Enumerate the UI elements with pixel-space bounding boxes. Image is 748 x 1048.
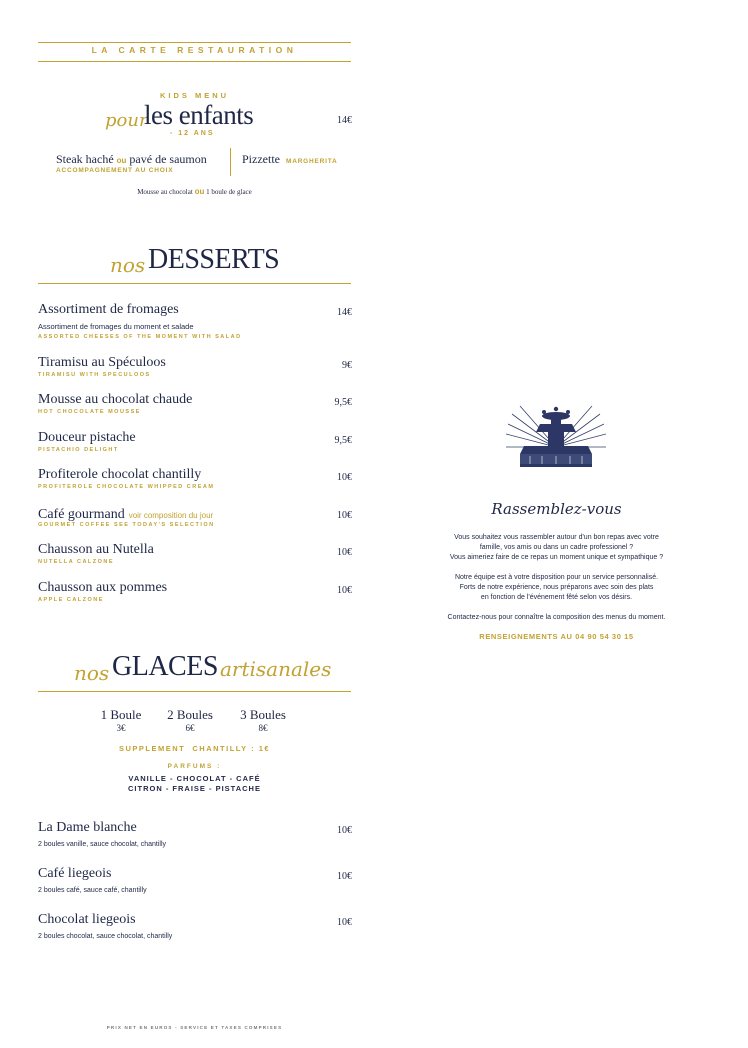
rassemblez-line: Vous souhaitez vous rassembler autour d'un bon repas avec votre xyxy=(454,534,659,541)
dessert-name: Profiterole chocolat chantilly xyxy=(38,467,202,482)
glaces-script-right: artisanales xyxy=(220,657,332,681)
glaces-script-left: nos xyxy=(74,661,110,685)
dessert-price: 9,5€ xyxy=(334,397,352,408)
dessert-english: ASSORTED CHEESES OF THE MOMENT WITH SALAD xyxy=(38,334,242,340)
glace-price: 10€ xyxy=(337,825,352,836)
dessert-english: PROFITEROLE CHOCOLATE WHIPPED CREAM xyxy=(38,484,215,490)
size-price: 8€ xyxy=(258,723,268,733)
rassemblez-title: Rassemblez-vous xyxy=(491,500,622,518)
dessert-desc: Assortiment de fromages du moment et salade xyxy=(38,322,194,331)
dessert-name: Chausson aux pommes xyxy=(38,580,168,595)
glaces-rule xyxy=(38,691,351,692)
glace-name: La Dame blanche xyxy=(38,820,137,835)
dessert-note: voir composition du jour xyxy=(128,511,214,520)
dessert-price: 14€ xyxy=(337,307,352,318)
glace-name: Chocolat liegeois xyxy=(38,912,136,927)
parfums-line-2: CITRON - FRAISE - PISTACHE xyxy=(128,784,261,793)
size-one xyxy=(86,707,156,733)
ou-connector: ou xyxy=(194,187,205,196)
supplement-chantilly: SUPPLEMENT CHANTILLY : 1€ xyxy=(118,744,271,753)
ou-connector: ou xyxy=(116,156,127,165)
kids-item-saumon: pavé de saumon xyxy=(129,152,207,166)
kids-title: les enfants xyxy=(144,100,254,130)
glaces-title: GLACES xyxy=(112,651,218,682)
size-price: 3€ xyxy=(116,723,126,733)
size-three xyxy=(228,707,298,733)
size-price: 6€ xyxy=(185,723,195,733)
dessert-english: GOURMET COFFEE SEE TODAY'S SELECTION xyxy=(38,522,215,528)
footer-note: PRIX NET EN EUROS - SERVICE ET TAXES COMPRISES xyxy=(106,1025,283,1030)
kids-main-choice xyxy=(56,152,207,167)
kids-pizzette-sub: MARGHERITA xyxy=(285,158,338,165)
rassemblez-body xyxy=(400,533,713,642)
rassemblez-line: Contactez-nous pour connaître la composition des menus du moment. xyxy=(447,614,666,621)
glace-desc: 2 boules chocolat, sauce chocolat, chantilly xyxy=(38,933,173,940)
menu-title: LA CARTE RESTAURATION xyxy=(91,45,298,55)
desserts-title: DESSERTS xyxy=(148,244,280,275)
rassemblez-line: Forts de notre expérience, nous préparons avec soin des plats xyxy=(459,584,654,591)
kids-pizzette-name: Pizzette xyxy=(242,152,280,166)
dessert-name: Tiramisu au Spéculoos xyxy=(38,355,166,370)
size-label: 1 Boule xyxy=(100,707,142,722)
size-label: 3 Boules xyxy=(240,707,286,722)
contact-phone: RENSEIGNEMENTS AU 04 90 54 30 15 xyxy=(479,632,634,641)
dessert-english: APPLE CALZONE xyxy=(38,597,104,603)
fountain-illustration-icon xyxy=(506,402,606,492)
rassemblez-line: Vous aimeriez faire de ce repas un moment unique et sympathique ? xyxy=(449,554,664,561)
dessert-cafe-gourmand xyxy=(38,505,213,523)
dessert-english: TIRAMISU WITH SPECULOOS xyxy=(38,372,151,378)
kids-menu-label: KIDS MENU xyxy=(159,91,230,100)
kids-divider xyxy=(230,148,231,176)
kids-dessert-glace: 1 boule de glace xyxy=(206,188,252,196)
rassemblez-line: en fonction de l'événement fêté selon vos désirs. xyxy=(480,594,633,601)
dessert-price: 9€ xyxy=(342,360,352,371)
glace-desc: 2 boules café, sauce café, chantilly xyxy=(38,887,147,894)
rassemblez-line: Notre équipe est à votre disposition pour un service personnalisé. xyxy=(454,574,659,581)
kids-dessert xyxy=(38,187,351,196)
size-two xyxy=(155,707,225,733)
kids-price: 14€ xyxy=(337,115,352,126)
dessert-english: NUTELLA CALZONE xyxy=(38,559,115,565)
dessert-name: Assortiment de fromages xyxy=(38,302,179,317)
dessert-price: 9,5€ xyxy=(334,435,352,446)
dessert-name: Café gourmand xyxy=(38,507,125,522)
size-label: 2 Boules xyxy=(167,707,213,722)
dessert-price: 10€ xyxy=(337,472,352,483)
dessert-price: 10€ xyxy=(337,585,352,596)
desserts-script: nos xyxy=(110,253,146,277)
kids-pizzette xyxy=(242,152,338,167)
desserts-rule xyxy=(38,283,351,284)
header-rule-top xyxy=(38,42,351,43)
dessert-name: Chausson au Nutella xyxy=(38,542,154,557)
kids-main-sub: ACCOMPAGNEMENT AU CHOIX xyxy=(56,167,174,174)
glace-price: 10€ xyxy=(337,871,352,882)
kids-item-steak: Steak haché xyxy=(56,152,114,166)
glace-price: 10€ xyxy=(337,917,352,928)
parfums-line-1: VANILLE - CHOCOLAT - CAFÉ xyxy=(128,774,261,783)
kids-script-pour: pour xyxy=(105,110,148,131)
header-rule-bottom xyxy=(38,61,351,62)
dessert-english: HOT CHOCOLATE MOUSSE xyxy=(38,409,141,415)
dessert-price: 10€ xyxy=(337,547,352,558)
dessert-name: Douceur pistache xyxy=(38,430,136,445)
glace-name: Café liegeois xyxy=(38,866,112,881)
dessert-english: PISTACHIO DELIGHT xyxy=(38,447,119,453)
rassemblez-line: famille, vos amis ou dans un cadre professionel ? xyxy=(479,544,634,551)
parfums-label: PARFUMS : xyxy=(167,763,222,770)
dessert-name: Mousse au chocolat chaude xyxy=(38,392,193,407)
glace-desc: 2 boules vanille, sauce chocolat, chantilly xyxy=(38,841,167,848)
kids-age: - 12 ANS xyxy=(170,130,215,137)
kids-dessert-mousse: Mousse au chocolat xyxy=(137,188,193,196)
dessert-price: 10€ xyxy=(337,510,352,521)
